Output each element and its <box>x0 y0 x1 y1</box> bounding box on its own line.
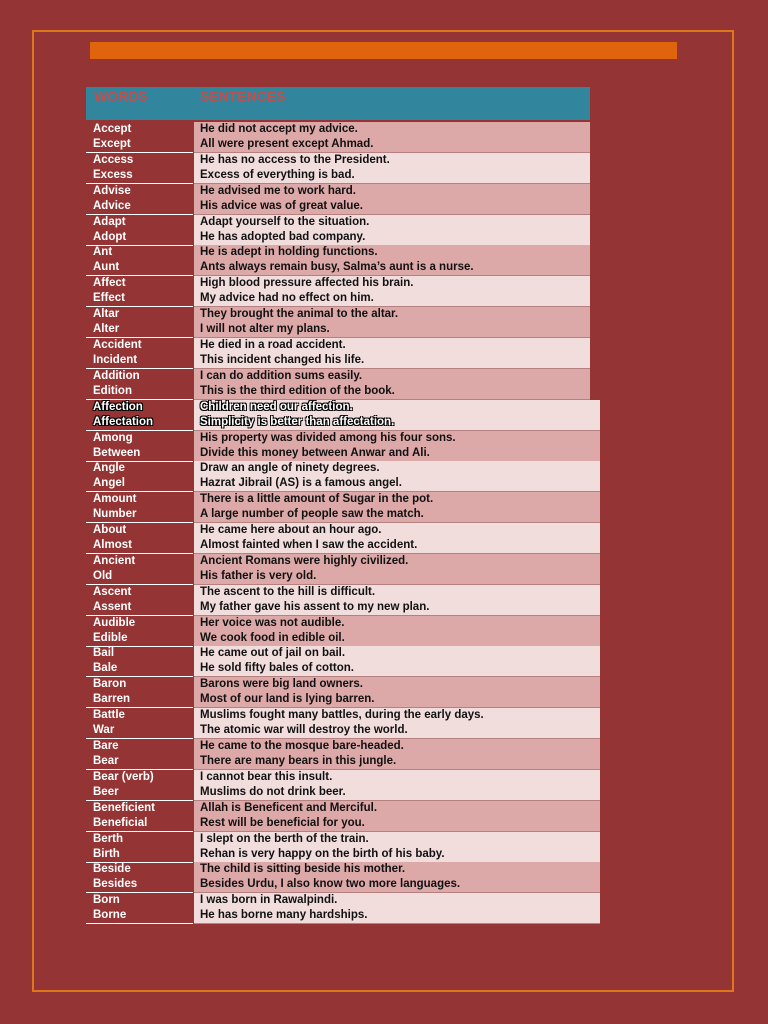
word-1: Battle <box>93 709 125 722</box>
word-cell <box>86 461 193 492</box>
word-1: Altar <box>93 308 120 321</box>
word-cell <box>86 708 193 739</box>
sentence-cell <box>194 708 600 739</box>
sentence-2: Almost fainted when I saw the accident. <box>200 539 418 552</box>
sentence-cell <box>194 245 590 276</box>
word-1: Ant <box>93 246 113 259</box>
sentence-2: Ants always remain busy, Salma’s aunt is a nurse. <box>200 261 474 274</box>
word-2: Except <box>93 138 131 150</box>
column-header-sentences: SENTENCES <box>200 88 286 104</box>
word-cell <box>86 832 193 863</box>
word-1: Affection <box>93 400 143 413</box>
word-cell <box>86 646 193 677</box>
word-cell <box>86 369 193 400</box>
word-1: Bear (verb) <box>93 770 154 783</box>
word-cell <box>86 215 193 246</box>
word-1: Angle <box>93 462 125 475</box>
sentence-2: He has adopted bad company. <box>200 230 366 243</box>
sentence-cell <box>194 276 590 307</box>
sentence-2: We cook food in edible oil. <box>200 631 345 644</box>
sentence-cell <box>194 616 600 647</box>
sentence-cell <box>194 461 600 492</box>
sentence-cell <box>194 862 600 893</box>
sentence-2: Excess of everything is bad. <box>200 168 355 181</box>
word-cell <box>86 616 193 647</box>
word-1: Accident <box>93 338 142 351</box>
word-1: Audible <box>93 616 136 629</box>
sentence-1: I was born in Rawalpindi. <box>200 894 338 907</box>
sentence-1: He came here about an hour ago. <box>200 524 382 537</box>
sentence-1: They brought the animal to the altar. <box>200 308 399 321</box>
sentence-2: This incident changed his life. <box>200 353 365 366</box>
sentence-cell <box>194 122 590 153</box>
word-2: Birth <box>93 847 120 860</box>
sentence-2: Simplicity is better than affectation. <box>200 415 395 428</box>
word-cell <box>86 184 193 215</box>
sentence-cell <box>194 492 600 523</box>
word-cell <box>86 770 193 801</box>
sentence-1: The child is sitting beside his mother. <box>200 863 406 876</box>
word-cell <box>86 400 193 431</box>
word-1: Baron <box>93 678 127 691</box>
sentence-1: High blood pressure affected his brain. <box>200 277 414 290</box>
sentence-1: His property was divided among his four sons. <box>200 431 456 444</box>
word-2: Edition <box>93 384 132 397</box>
word-2: Bear <box>93 755 119 767</box>
word-2: Adopt <box>93 230 127 243</box>
sentence-cell <box>194 400 600 431</box>
word-1: Adapt <box>93 215 126 228</box>
sentence-cell <box>194 153 590 184</box>
sentence-2: Besides Urdu, I also know two more languages. <box>200 878 461 891</box>
word-2: Incident <box>93 353 138 366</box>
sentence-1: He did not accept my advice. <box>200 123 358 135</box>
sentence-cell <box>194 554 600 585</box>
word-cell <box>86 307 193 338</box>
word-1: Beneficient <box>93 801 155 814</box>
sentence-2: His advice was of great value. <box>200 199 363 212</box>
sentence-1: I can do addition sums easily. <box>200 369 363 382</box>
table-header <box>86 87 590 120</box>
sentence-cell <box>194 739 600 770</box>
sentence-cell <box>194 431 600 462</box>
word-2: Number <box>93 508 137 521</box>
word-2: Aunt <box>93 261 120 274</box>
sentence-cell <box>194 523 600 554</box>
sentence-cell <box>194 832 600 863</box>
word-cell <box>86 862 193 893</box>
sentence-1: Muslims fought many battles, during the early days. <box>200 709 484 722</box>
sentence-cell <box>194 646 600 677</box>
word-1: Ascent <box>93 585 132 598</box>
column-header-words: WORDS <box>94 88 148 104</box>
word-2: Barren <box>93 693 131 706</box>
sentence-1: I slept on the berth of the train. <box>200 832 369 845</box>
word-2: Bale <box>93 662 118 675</box>
word-cell <box>86 245 193 276</box>
sentence-cell <box>194 307 590 338</box>
word-1: Access <box>93 153 134 166</box>
sentence-cell <box>194 369 590 400</box>
word-2: Old <box>93 569 113 582</box>
sentence-1: Allah is Beneficent and Merciful. <box>200 801 378 814</box>
sentence-cell <box>194 770 600 801</box>
sentence-1: Children need our affection. <box>200 400 353 413</box>
word-2: Edible <box>93 631 128 644</box>
word-cell <box>86 122 193 153</box>
sentence-cell <box>194 677 600 708</box>
sentence-1: There is a little amount of Sugar in the pot. <box>200 493 434 506</box>
sentence-1: I cannot bear this insult. <box>200 770 333 783</box>
word-2: Besides <box>93 878 138 891</box>
sentence-2: I will not alter my plans. <box>200 323 330 336</box>
sentence-cell <box>194 893 600 924</box>
sentence-2: The atomic war will destroy the world. <box>200 724 408 737</box>
word-cell <box>86 893 193 924</box>
sentence-1: He died in a road accident. <box>200 338 346 351</box>
word-cell <box>86 801 193 832</box>
word-2: Affectation <box>93 415 154 428</box>
word-1: Addition <box>93 369 140 382</box>
sentence-2: Muslims do not drink beer. <box>200 785 346 798</box>
sentence-2: He has borne many hardships. <box>200 909 368 922</box>
sentence-1: Adapt yourself to the situation. <box>200 215 370 228</box>
word-2: Effect <box>93 292 125 305</box>
sentence-cell <box>194 215 590 246</box>
word-2: Assent <box>93 600 132 613</box>
sentence-cell <box>194 585 600 616</box>
word-2: Beer <box>93 785 119 798</box>
word-1: Born <box>93 894 120 907</box>
word-cell <box>86 492 193 523</box>
word-2: Excess <box>93 168 133 181</box>
word-2: Advice <box>93 199 131 212</box>
word-1: Beside <box>93 863 131 876</box>
sentence-2: My father gave his assent to my new plan. <box>200 600 430 613</box>
word-1: Berth <box>93 832 124 845</box>
sentence-2: His father is very old. <box>200 569 317 582</box>
sentence-1: Barons were big land owners. <box>200 678 363 691</box>
sentence-1: Draw an angle of ninety degrees. <box>200 462 380 475</box>
word-1: Among <box>93 431 133 444</box>
sentence-2: Hazrat Jibrail (AS) is a famous angel. <box>200 477 402 490</box>
word-2: Angel <box>93 477 125 490</box>
word-cell <box>86 677 193 708</box>
word-cell <box>86 153 193 184</box>
sentence-1: He has no access to the President. <box>200 153 390 166</box>
word-cell <box>86 276 193 307</box>
sentence-2: This is the third edition of the book. <box>200 384 395 397</box>
sentence-2: Divide this money between Anwar and Ali. <box>200 446 430 459</box>
title-bar-decoration <box>90 42 677 59</box>
word-cell <box>86 523 193 554</box>
sentence-2: All were present except Ahmad. <box>200 138 374 150</box>
word-cell <box>86 585 193 616</box>
sentence-cell <box>194 801 600 832</box>
word-2: Between <box>93 446 141 459</box>
sentence-1: He advised me to work hard. <box>200 184 356 197</box>
word-2: Alter <box>93 323 120 336</box>
sentence-2: Rehan is very happy on the birth of his baby. <box>200 847 445 860</box>
sentence-2: A large number of people saw the match. <box>200 508 424 521</box>
sentence-2: Most of our land is lying barren. <box>200 693 375 706</box>
word-2: Borne <box>93 909 127 922</box>
word-1: Ancient <box>93 554 136 567</box>
sentence-1: He came out of jail on bail. <box>200 647 346 660</box>
sentence-1: He came to the mosque bare-headed. <box>200 740 404 752</box>
sentence-2: My advice had no effect on him. <box>200 292 374 305</box>
word-1: Amount <box>93 493 137 506</box>
word-1: Bail <box>93 647 115 660</box>
word-1: Accept <box>93 123 132 135</box>
word-2: Almost <box>93 539 132 552</box>
word-cell <box>86 338 193 369</box>
word-cell <box>86 554 193 585</box>
word-1: Affect <box>93 277 126 290</box>
sentence-1: The ascent to the hill is difficult. <box>200 585 376 598</box>
sentence-2: He sold fifty bales of cotton. <box>200 662 354 675</box>
word-2: Beneficial <box>93 816 148 829</box>
sentence-2: There are many bears in this jungle. <box>200 755 397 767</box>
sentence-1: He is adept in holding functions. <box>200 246 378 259</box>
word-cell <box>86 739 193 770</box>
sentence-1: Her voice was not audible. <box>200 616 345 629</box>
word-1: Bare <box>93 740 119 752</box>
sentence-cell <box>194 184 590 215</box>
word-cell <box>86 431 193 462</box>
sentence-2: Rest will be beneficial for you. <box>200 816 365 829</box>
sentence-cell <box>194 338 590 369</box>
word-1: About <box>93 524 127 537</box>
sentence-1: Ancient Romans were highly civilized. <box>200 554 409 567</box>
word-1: Advise <box>93 184 131 197</box>
word-2: War <box>93 724 115 737</box>
